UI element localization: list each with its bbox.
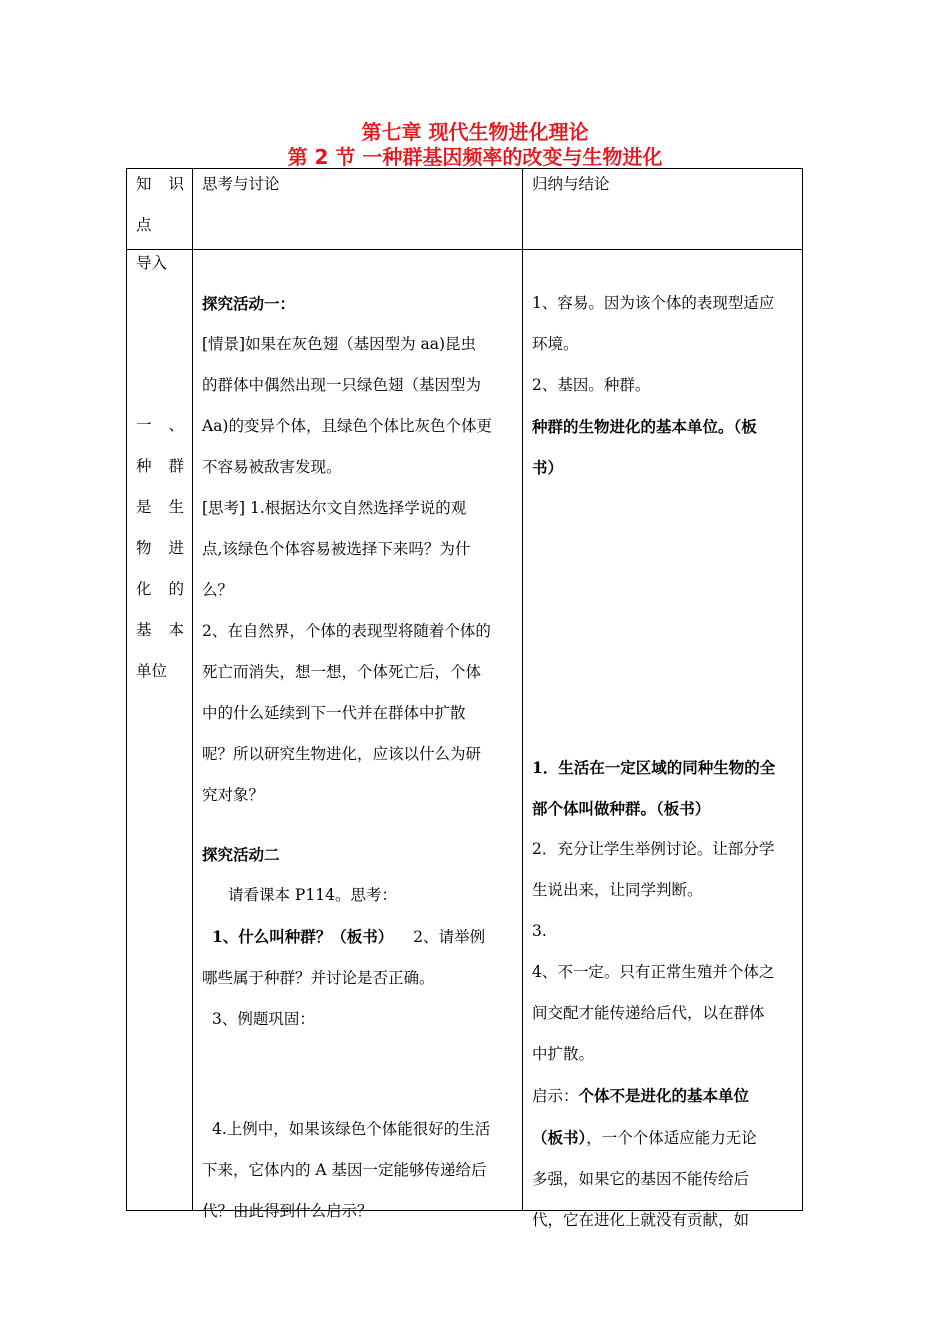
lesson-table — [126, 168, 803, 1229]
knowledge-column — [136, 243, 184, 284]
chapter-title: 第七章 现代生物进化理论 — [361, 120, 589, 144]
conclusion-column-lower: 1．生活在一定区域的同种生物的全 部个体叫做种群。（板书） 2．充分让学生举例讨论。让部分学 生说出来，让同学判断。 3. 4、不一定。只有正常生殖并个体之 间交配才能传递给后代，以在群体 中扩散。 启示：个体不是进化的基本单位 （板书），一个个体适应能力无论 多强，如果它的基因不能传给后 代，它在进化上就没有贡献，如 — [532, 758, 776, 1229]
header-divider — [127, 249, 802, 250]
knowledge-topic: 一 、 种 群 是 生 物 进 化 的 基 本 单位 — [136, 416, 184, 680]
column-divider-2 — [522, 169, 523, 1210]
activity1-heading: 探究活动一： — [202, 294, 296, 313]
discussion-column: 探究活动一： [情景]如果在灰色翅（基因型为 aa)昆虫 的群体中偶然出现一只绿色翅（基因型为 Aa)的变异个体，且绿色个体比灰色个体更 不容易被敌害发现。 [思考] 1.根据达尔文自然选择学说的观 点,该绿色个体容易被选择下来吗？为什 么？ 2、在自然界，个体的表现型将随着个体的 死亡而消失，想一想，个体死亡后，个体 中的什么延续到下一代并在群体中扩散 呢？所以研究生物进化，应该以什么为研 究对象？ 探究活动二 请看课本 P114。思考： 1、什么叫种群？（板书） 2、请举例 哪些属于种群？并讨论是否正确。 3、例题巩固： 4.上例中，如果该绿色个体能很好的生活 下来，它体内的 A 基因一定能够传递给后 代？由此得到什么启示？ — [202, 283, 520, 1232]
activity2-heading: 探究活动二 — [202, 845, 280, 864]
section-title: 第 2 节 一种群基因频率的改变与生物进化 — [287, 145, 663, 169]
conclusion-column: 1、容易。因为该个体的表现型适应 环境。 2、基因。种群。 种群的生物进化的基本单位。（板 书） — [532, 294, 775, 477]
column-divider-1 — [192, 169, 193, 1210]
header-knowledge-point: 知 识 点 — [136, 175, 184, 234]
header-discussion: 思考与讨论 — [202, 175, 280, 193]
intro-label: 导入 — [136, 254, 168, 272]
header-conclusion: 归纳与结论 — [532, 175, 610, 193]
